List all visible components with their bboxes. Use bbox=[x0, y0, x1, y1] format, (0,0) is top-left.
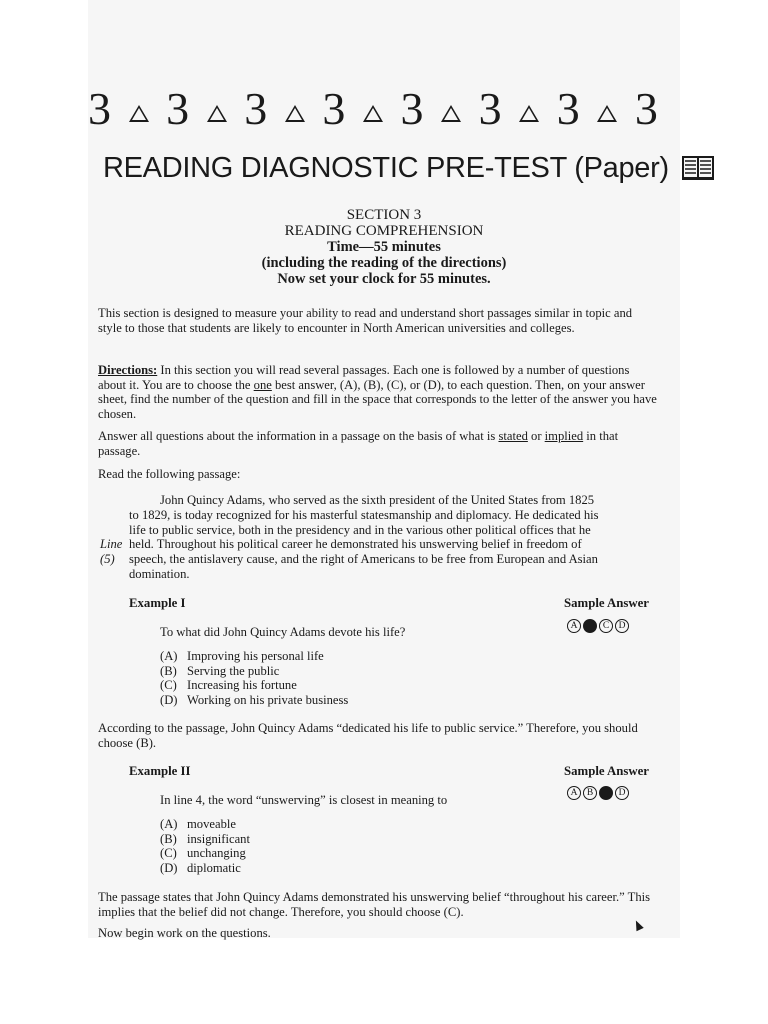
triangle-icon bbox=[441, 105, 461, 122]
answer-all-text-b: in that passage. bbox=[98, 429, 619, 458]
answer-bubble-b: B bbox=[583, 786, 597, 800]
directions-paragraph bbox=[98, 363, 658, 421]
line-marker: Line bbox=[100, 537, 123, 552]
passage-line-4 bbox=[98, 537, 658, 552]
reading-passage bbox=[98, 493, 658, 582]
answer-all-implied: implied bbox=[544, 429, 584, 443]
time-limit: Time—55 minutes bbox=[327, 239, 441, 255]
triangle-icon bbox=[207, 105, 227, 122]
answer-all-or: or bbox=[527, 429, 545, 443]
book-icon bbox=[681, 155, 715, 181]
triangle-icon bbox=[129, 105, 149, 122]
passage-line: John Quincy Adams, who served as the sixth president of the United States from 1825 bbox=[160, 493, 595, 507]
section-number: 3 bbox=[634, 83, 658, 134]
example-2-header bbox=[129, 764, 649, 779]
passage-line: life to public service, both in the presidency and in the various other political offices that he bbox=[129, 522, 591, 537]
example-2-answer-bubbles bbox=[567, 786, 629, 800]
example-1-explanation: According to the passage, John Quincy Adams “dedicated his life to public service.” Therefore, you should choose (B). bbox=[98, 721, 638, 750]
section-number: 3 bbox=[166, 83, 190, 134]
option-item: (A) moveable bbox=[160, 817, 236, 831]
answer-all-stated: stated bbox=[498, 429, 528, 443]
option-item: (C) unchanging bbox=[160, 846, 246, 861]
example-1-label: Example I bbox=[129, 596, 186, 610]
answer-bubble-d: D bbox=[615, 786, 629, 800]
sample-answer-label: Sample Answer bbox=[564, 764, 649, 778]
read-following-label: Read the following passage: bbox=[98, 467, 241, 481]
option-item: (D) Working on his private business bbox=[160, 692, 349, 707]
intro-paragraph: This section is designed to measure your ability to read and understand short passages similar in topic and style to those that students are likely to encounter in North American universities and colleges. bbox=[98, 306, 633, 335]
page-title-text: READING DIAGNOSTIC PRE-TEST (Paper) bbox=[103, 152, 669, 184]
sample-answer-label: Sample Answer bbox=[564, 596, 649, 610]
passage-line: domination. bbox=[129, 566, 190, 581]
clock-instruction: Now set your clock for 55 minutes. bbox=[277, 271, 491, 287]
cut-off-line bbox=[98, 926, 278, 932]
directions-emphasis: one bbox=[253, 377, 272, 392]
section-number: 3 bbox=[400, 83, 424, 134]
answer-bubble-b-filled bbox=[583, 619, 597, 633]
option-item: (B) insignificant bbox=[160, 831, 250, 846]
section-label: SECTION 3 bbox=[346, 207, 422, 223]
option-item: (B) Serving the public bbox=[160, 663, 280, 678]
example-1-header bbox=[129, 596, 649, 611]
section-number: 3 bbox=[556, 83, 580, 134]
directions-text-b: best answer, (A), (B), (C), or (D), to each question. Then, on your answer sheet, find the number of the question and fill in the space that corresponds to the letter of the answer you have chosen. bbox=[98, 377, 657, 421]
example-1-answer-bubbles bbox=[567, 619, 629, 633]
line-number-marker: (5) bbox=[100, 552, 115, 567]
section-heading bbox=[88, 207, 680, 287]
triangle-icon bbox=[363, 105, 383, 122]
option-item: (A) Improving his personal life bbox=[160, 649, 324, 663]
example-2-explanation: The passage states that John Quincy Adams demonstrated his unswerving belief “throughout his career.” This implies that the belief did not change. Therefore, you should choose (C). bbox=[98, 890, 651, 919]
directions-text-a: In this section you will read several passages. Each one is followed by a number of questions about it. You are to choose the bbox=[98, 363, 630, 392]
example-2-options bbox=[160, 817, 250, 875]
time-note: (including the reading of the directions) bbox=[261, 255, 507, 271]
section-number: 3 bbox=[244, 83, 268, 134]
example-1-question: To what did John Quincy Adams devote his life? bbox=[160, 625, 406, 639]
passage-line-text: held. Throughout his political career he demonstrated his unswerving belief in freedom of bbox=[129, 537, 582, 552]
answer-bubble-d: D bbox=[615, 619, 629, 633]
triangle-icon bbox=[285, 105, 305, 122]
directions-label: Directions: bbox=[98, 363, 158, 377]
answer-bubble-a: A bbox=[567, 619, 581, 633]
answer-bubble-c: C bbox=[599, 619, 613, 633]
option-item: (C) Increasing his fortune bbox=[160, 678, 297, 693]
example-2-label: Example II bbox=[129, 764, 191, 778]
answer-bubble-c-filled bbox=[599, 786, 613, 800]
option-item: (D) diplomatic bbox=[160, 860, 241, 875]
passage-line: to 1829, is today recognized for his masterful statesmanship and diplomacy. He dedicated his bbox=[129, 507, 599, 522]
section-number: 3 bbox=[478, 83, 502, 134]
passage-line-5 bbox=[98, 552, 658, 567]
page-title bbox=[103, 152, 715, 185]
answer-bubble-a: A bbox=[567, 786, 581, 800]
example-1-options bbox=[160, 649, 348, 707]
answer-all-paragraph bbox=[98, 429, 658, 458]
passage-line-text: speech, the antislavery cause, and the right of Americans to be free from European and Asian bbox=[129, 552, 598, 567]
section-number: 3 bbox=[88, 83, 111, 134]
answer-all-text-a: Answer all questions about the information in a passage on the basis of what is bbox=[98, 429, 499, 443]
triangle-icon bbox=[597, 105, 617, 122]
section-subject: READING COMPREHENSION bbox=[284, 223, 484, 239]
section-header-banner bbox=[88, 84, 658, 134]
section-number: 3 bbox=[322, 83, 346, 134]
triangle-icon bbox=[519, 105, 539, 122]
example-2-question: In line 4, the word “unswerving” is closest in meaning to bbox=[160, 793, 448, 807]
